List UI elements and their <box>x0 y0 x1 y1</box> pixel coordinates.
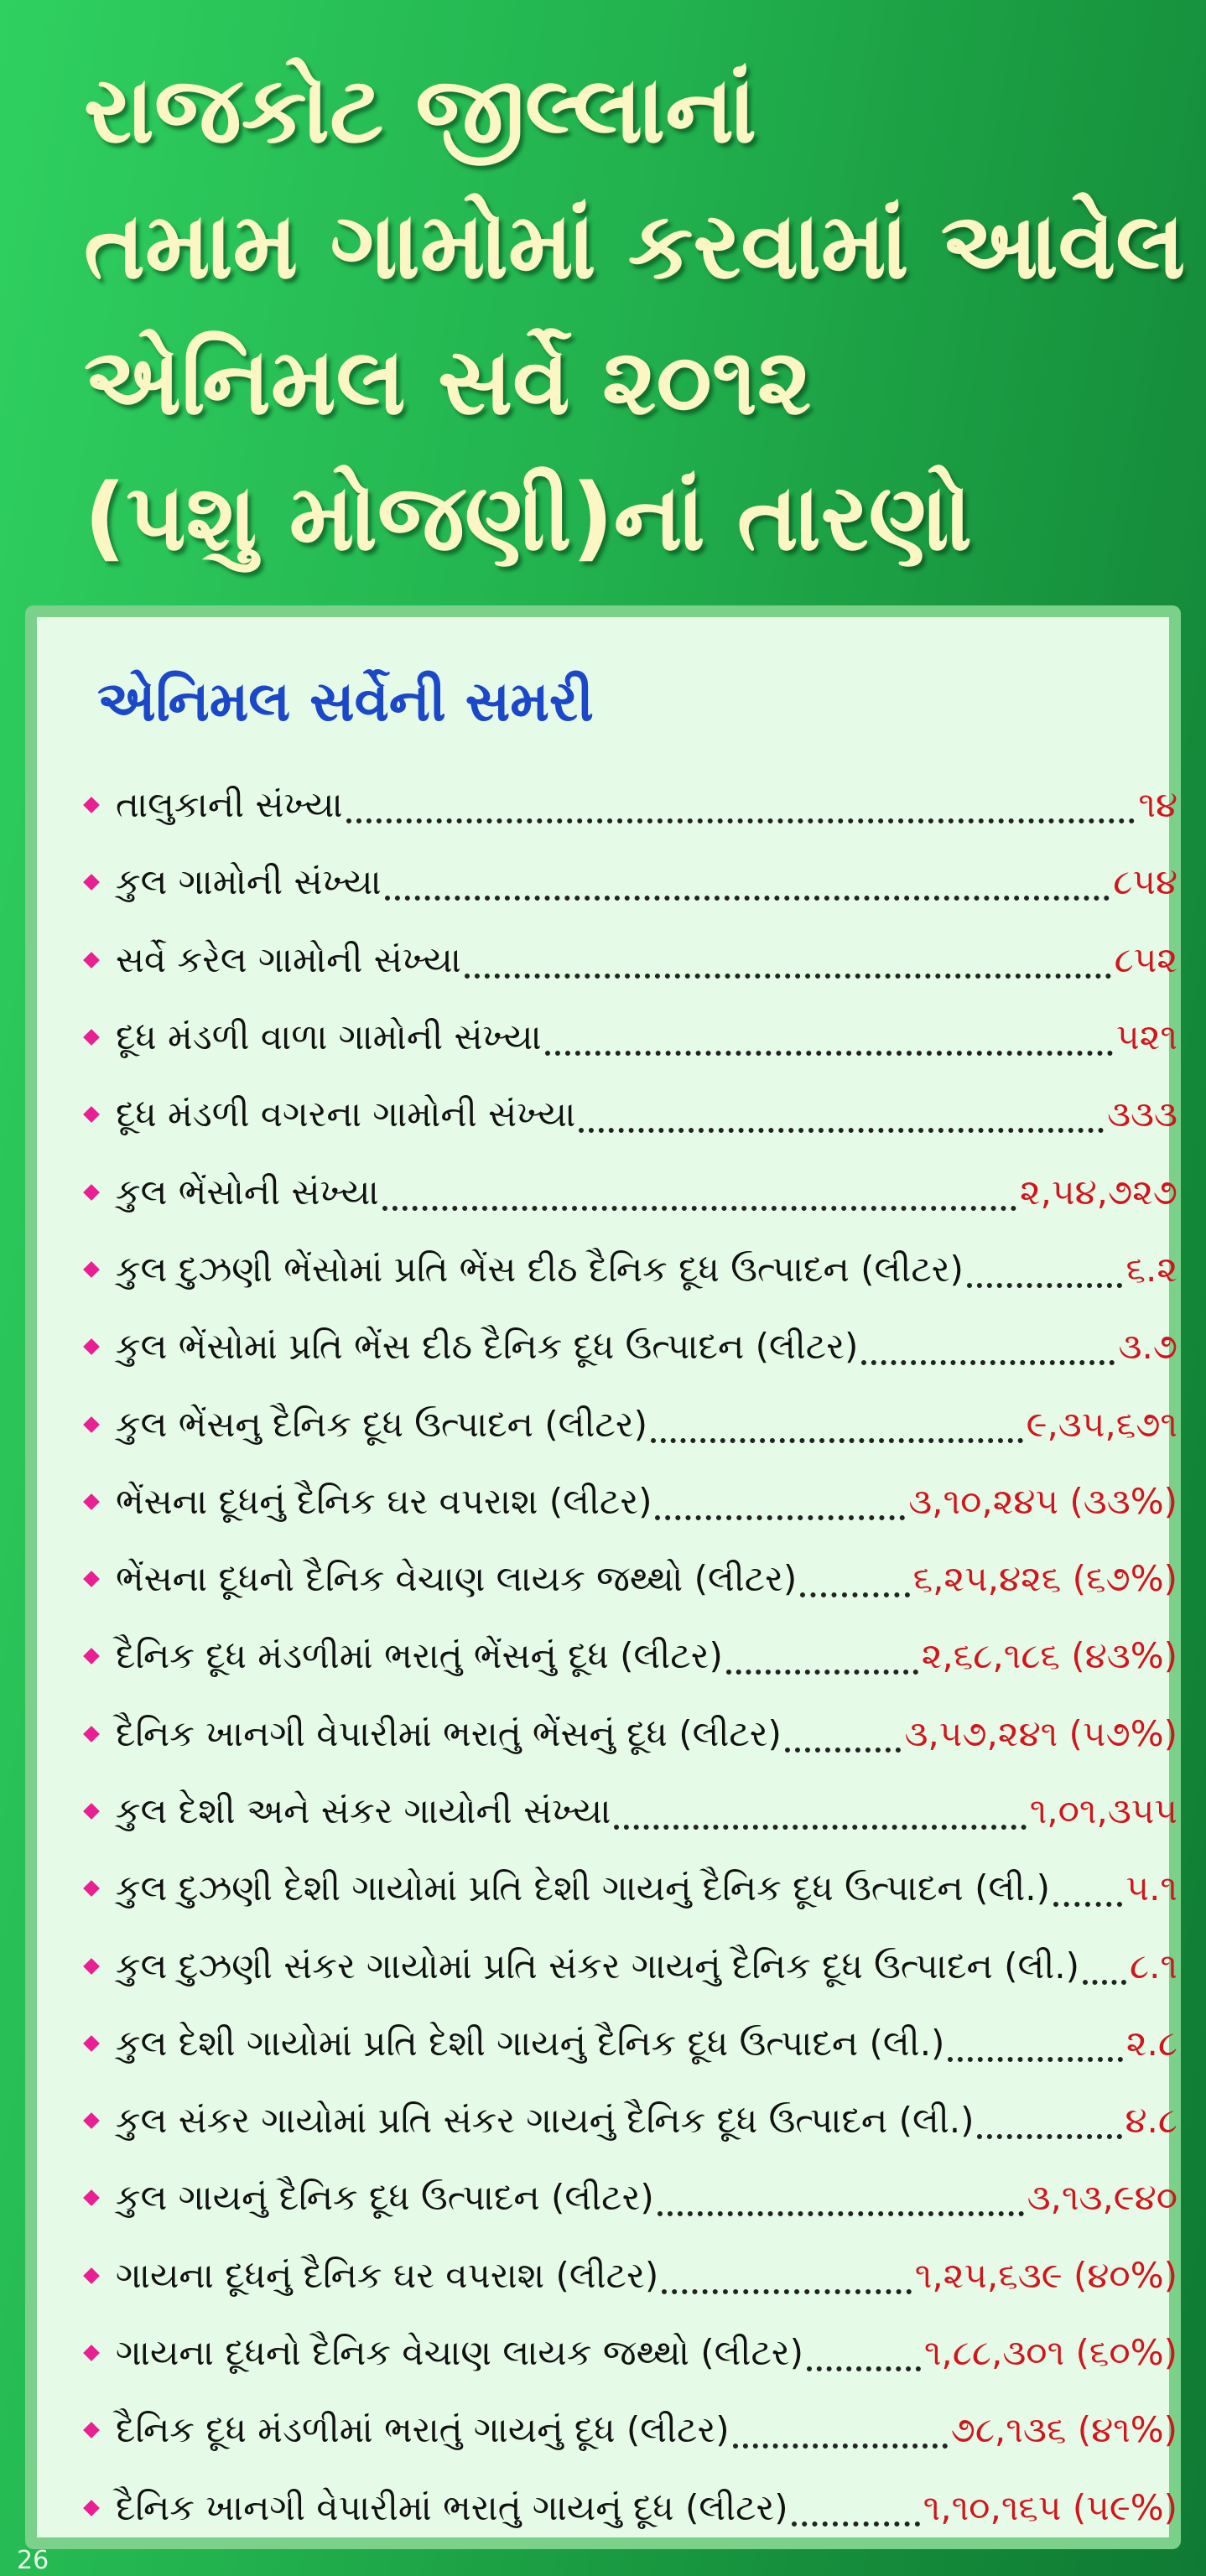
diamond-bullet-icon <box>83 2500 100 2516</box>
item-value: ૮૫૨ <box>1114 938 1177 980</box>
item-label: દૈનિક ખાનગી વેપારીમાં ભરાતું ભેંસનું દૂધ (લીટર) <box>116 1712 782 1754</box>
item-value: ૧,૧૦,૧૬૫ (૫૯%) <box>923 2486 1177 2528</box>
item-label: દૂધ મંડળી વાળા ગામોની સંખ્યા <box>116 1016 542 1058</box>
dot-leader <box>785 1709 902 1753</box>
item-value: ૬,૨૫,૪૨૬ (૬૭%) <box>912 1558 1177 1600</box>
page-title <box>84 42 1191 585</box>
dot-leader <box>662 2251 912 2294</box>
diamond-bullet-icon <box>83 1880 100 1897</box>
item-label: કુલ સંકર ગાયોમાં પ્રતિ સંકર ગાયનું દૈનિક દૂધ ઉત્પાદન (લી.) <box>116 2100 975 2142</box>
list-item <box>70 1540 1177 1618</box>
list-item <box>70 1850 1177 1927</box>
diamond-bullet-icon <box>83 2112 100 2129</box>
diamond-bullet-icon <box>83 1416 100 1433</box>
item-label: ગાયના દૂધનો દૈનિક વેચાણ લાયક જથ્થો (લીટર) <box>116 2332 803 2374</box>
list-item <box>70 1773 1177 1850</box>
item-label: કુલ દેશી ગાયોમાં પ્રતિ દેશી ગાયનું દૈનિક દૂધ ઉત્પાદન (લી.) <box>116 2022 945 2064</box>
item-value: ૩.૭ <box>1118 1326 1177 1368</box>
title-line: એનિમલ સર્વે ૨૦૧૨ <box>84 328 812 435</box>
diamond-bullet-icon <box>83 875 100 891</box>
dot-leader <box>977 2096 1121 2139</box>
dot-leader <box>545 1012 1113 1056</box>
item-value: ૩,૧૦,૨૪૫ (૩૩%) <box>908 1480 1177 1522</box>
diamond-bullet-icon <box>83 1106 100 1123</box>
item-label: તાલુકાની સંખ્યા <box>116 784 343 826</box>
dot-leader <box>651 1400 1023 1443</box>
dot-leader <box>658 2173 1024 2216</box>
item-value: ૨,૬૮,૧૮૬ (૪૩%) <box>921 1635 1177 1677</box>
diamond-bullet-icon <box>83 1726 100 1742</box>
dot-leader <box>614 1786 1026 1830</box>
list-item <box>70 2392 1177 2469</box>
list-item <box>70 1927 1177 2004</box>
diamond-bullet-icon <box>83 2267 100 2284</box>
list-item <box>70 1618 1177 1695</box>
dot-leader <box>792 2483 920 2527</box>
item-value: ૩૩૩ <box>1107 1093 1177 1135</box>
diamond-bullet-icon <box>83 2345 100 2361</box>
item-label: ગાયના દૂધનું દૈનિક ઘર વપરાશ (લીટર) <box>116 2254 659 2296</box>
item-label: કુલ દુઝણી ભેંસોમાં પ્રતિ ભેંસ દીઠ દૈનિક દૂધ ઉત્પાદન (લીટર) <box>116 1248 964 1290</box>
item-value: ૧૪ <box>1138 784 1177 826</box>
dot-leader <box>465 935 1111 979</box>
item-label: કુલ ભેંસનુ દૈનિક દૂધ ઉત્પાદન (લીટર) <box>116 1403 647 1445</box>
list-item <box>70 2082 1177 2159</box>
item-label: સર્વે કરેલ ગામોની સંખ્યા <box>116 938 461 980</box>
list-item <box>70 922 1177 999</box>
item-label: દૈનિક ખાનગી વેપારીમાં ભરાતું ગાયનું દૂધ (લીટર) <box>116 2486 788 2528</box>
dot-leader <box>967 1244 1123 1288</box>
dot-leader <box>655 1477 905 1520</box>
dot-leader <box>948 2018 1122 2062</box>
dot-leader <box>733 2405 948 2449</box>
list-item <box>70 2237 1177 2314</box>
list-item <box>70 1463 1177 1540</box>
list-item <box>70 2005 1177 2082</box>
diamond-bullet-icon <box>83 797 100 813</box>
diamond-bullet-icon <box>83 1029 100 1046</box>
diamond-bullet-icon <box>83 1803 100 1820</box>
diamond-bullet-icon <box>83 1571 100 1587</box>
summary-panel <box>25 605 1181 2549</box>
item-value: ૧,૦૧,૩૫૫ <box>1029 1790 1177 1831</box>
dot-leader <box>726 1631 918 1675</box>
item-value: ૨.૮ <box>1125 2022 1177 2064</box>
diamond-bullet-icon <box>83 2035 100 2052</box>
item-value: ૬.૨ <box>1125 1248 1177 1290</box>
list-item <box>70 844 1177 921</box>
item-label: કુલ દુઝણી સંકર ગાયોમાં પ્રતિ સંકર ગાયનું દૈનિક દૂધ ઉત્પાદન (લી.) <box>116 1945 1079 1987</box>
dot-leader <box>1053 1863 1123 1907</box>
item-value: ૨,૫૪,૭૨૭ <box>1019 1171 1177 1213</box>
item-value: ૫.૧ <box>1125 1867 1177 1909</box>
dot-leader <box>800 1554 909 1597</box>
item-value: ૫૨૧ <box>1116 1016 1177 1058</box>
dot-leader <box>346 780 1136 823</box>
summary-list <box>70 766 1177 2547</box>
list-item <box>70 1153 1177 1230</box>
dot-leader <box>385 857 1110 901</box>
item-label: કુલ દુઝણી દેશી ગાયોમાં પ્રતિ દેશી ગાયનું દૈનિક દૂધ ઉત્પાદન (લી.) <box>116 1867 1050 1909</box>
diamond-bullet-icon <box>83 1261 100 1278</box>
item-label: કુલ ગામોની સંખ્યા <box>116 861 382 903</box>
item-label: દૂધ મંડળી વગરના ગામોની સંખ્યા <box>116 1093 576 1135</box>
list-item <box>70 2314 1177 2392</box>
title-line: તમામ ગામોમાં કરવામાં આવેલ <box>84 192 1186 299</box>
diamond-bullet-icon <box>83 1338 100 1355</box>
item-value: ૪.૮ <box>1125 2100 1177 2142</box>
list-item <box>70 2159 1177 2236</box>
title-line: રાજકોટ જીલ્લાનાં <box>84 56 757 164</box>
dot-leader <box>579 1089 1104 1133</box>
item-value: ૧,૨૫,૬૩૯ (૪૦%) <box>914 2254 1177 2296</box>
list-item <box>70 1696 1177 1773</box>
item-label: ભેંસના દૂધનું દૈનિક ઘર વપરાશ (લીટર) <box>116 1480 652 1522</box>
page-number: 26 <box>17 2546 49 2575</box>
list-item <box>70 1385 1177 1462</box>
list-item <box>70 999 1177 1076</box>
diamond-bullet-icon <box>83 2422 100 2438</box>
item-label: કુલ ભેંસોમાં પ્રતિ ભેંસ દીઠ દૈનિક દૂધ ઉત્પાદન (લીટર) <box>116 1326 859 1368</box>
dot-leader <box>861 1322 1115 1365</box>
dot-leader <box>1083 1941 1126 1985</box>
item-value: ૩,૧૩,૯૪૦ <box>1027 2177 1177 2219</box>
diamond-bullet-icon <box>83 1184 100 1201</box>
list-item <box>70 2470 1177 2547</box>
diamond-bullet-icon <box>83 1958 100 1975</box>
diamond-bullet-icon <box>83 1493 100 1510</box>
item-label: દૈનિક દૂધ મંડળીમાં ભરાતું ભેંસનું દૂધ (લીટર) <box>116 1635 723 1677</box>
title-line: (પશુ મોજણી)નાં તારણો <box>84 464 973 571</box>
list-item <box>70 1076 1177 1153</box>
item-label: કુલ ભેંસોની સંખ્યા <box>116 1171 379 1213</box>
dot-leader <box>807 2328 921 2371</box>
summary-heading: એનિમલ સર્વેની સમરી <box>97 669 594 734</box>
list-item <box>70 1231 1177 1308</box>
item-value: ૮.૧ <box>1129 1945 1177 1987</box>
item-label: કુલ ગાયનું દૈનિક દૂધ ઉત્પાદન (લીટર) <box>116 2177 654 2219</box>
diamond-bullet-icon <box>83 2190 100 2207</box>
item-value: ૯,૩૫,૬૭૧ <box>1026 1403 1177 1445</box>
item-label: દૈનિક દૂધ મંડળીમાં ભરાતું ગાયનું દૂધ (લીટર) <box>116 2409 730 2451</box>
item-value: ૮૫૪ <box>1113 861 1177 903</box>
item-label: કુલ દેશી અને સંકર ગાયોની સંખ્યા <box>116 1790 611 1831</box>
dot-leader <box>382 1167 1016 1211</box>
list-item <box>70 766 1177 844</box>
diamond-bullet-icon <box>83 952 100 969</box>
list-item <box>70 1308 1177 1385</box>
diamond-bullet-icon <box>83 1649 100 1665</box>
item-value: ૧,૮૮,૩૦૧ (૬૦%) <box>923 2332 1177 2374</box>
item-value: ૭૮,૧૩૬ (૪૧%) <box>950 2409 1177 2451</box>
item-value: ૩,૫૭,૨૪૧ (૫૭%) <box>904 1712 1177 1754</box>
item-label: ભેંસના દૂધનો દૈનિક વેચાણ લાયક જથ્થો (લીટર) <box>116 1558 798 1600</box>
